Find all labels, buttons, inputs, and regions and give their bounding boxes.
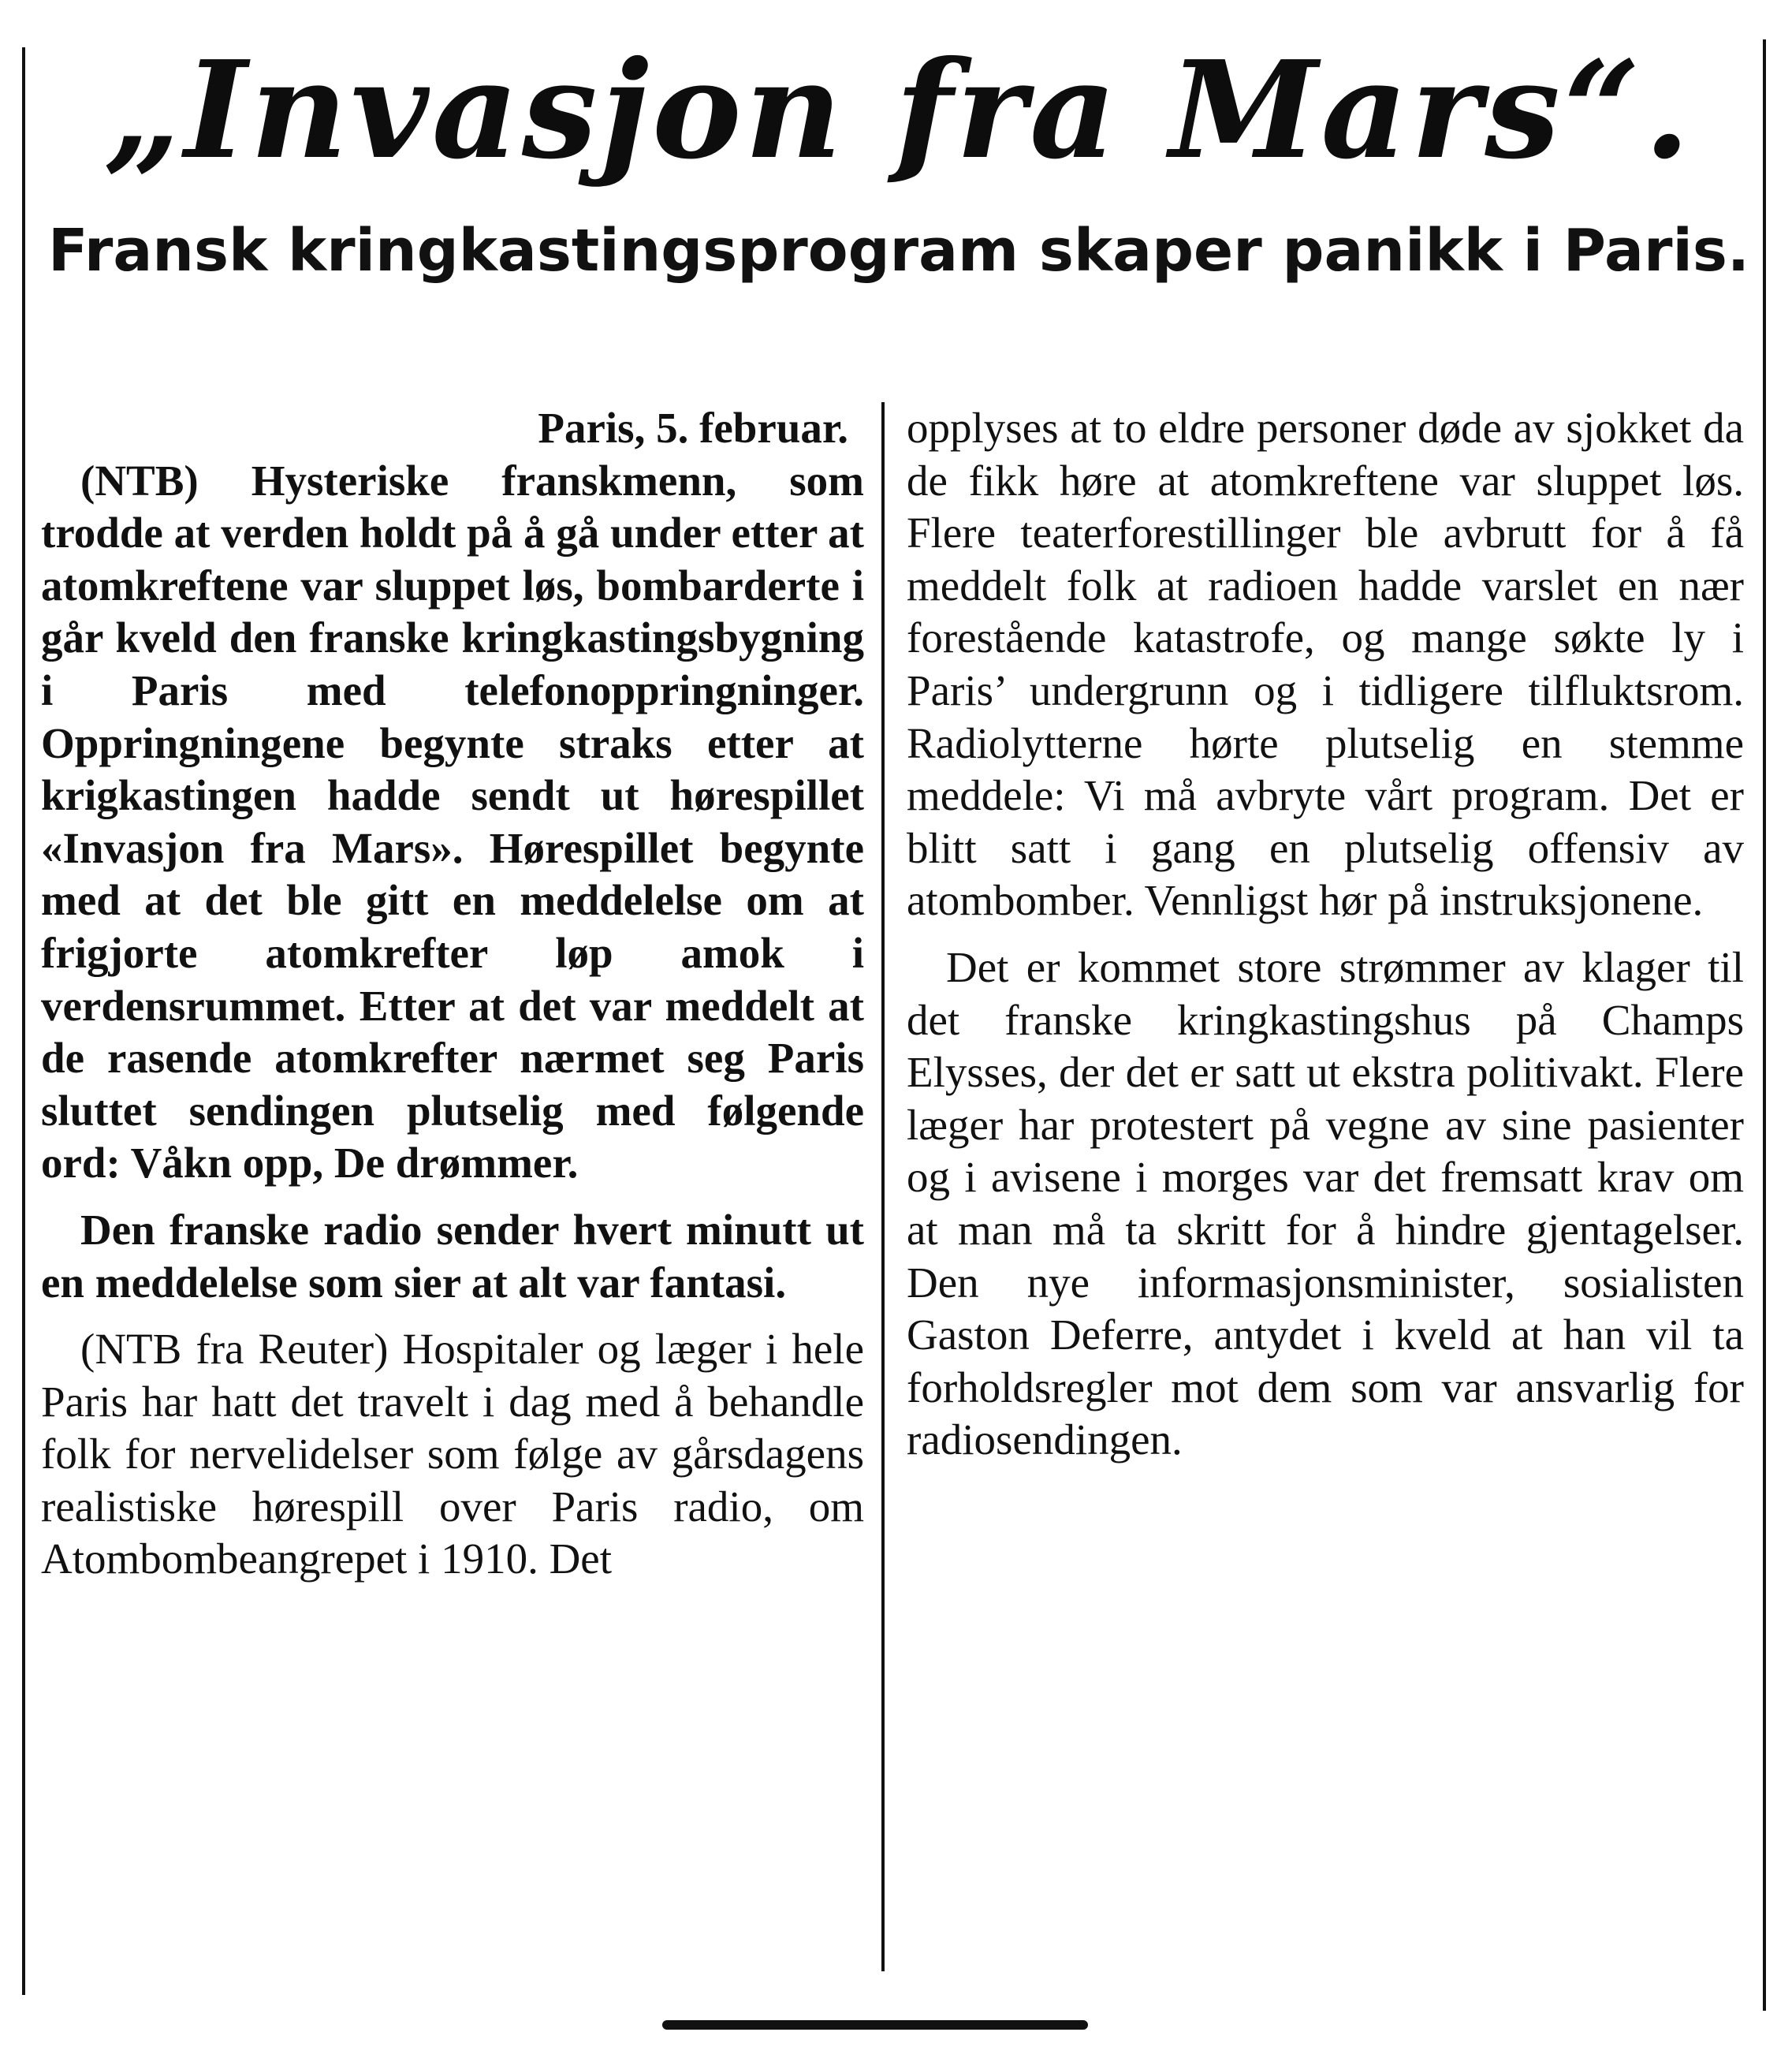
right-paragraph-1: opplyses at to eldre personer døde av sjokket da de fikk høre at atomkreftene var sluppet løs. Flere teaterforestillinger ble avbrutt for å få meddelt folk at radioen hadde varslet en nær forestående katastrofe, og mange søkte ly i Paris’ undergrunn og i tidligere tilfluktsrom. Radiolytterne hørte plutselig en stemme meddele: Vi må avbryte vårt program. Det er blitt satt i gang en plutselig offensiv av atombomber. Vennligst hør på instruksjonene. (907, 404, 1744, 925)
right-column (907, 402, 1744, 1467)
article-headline: „Invasjon fra Mars“. (104, 32, 1693, 189)
left-paragraph-1: (NTB) Hysteriske franskmenn, som trodde at verden holdt på å gå under etter at atomkreftene var sluppet løs, bombarderte i går kveld den franske kringkastingsbygning i Paris med telefonoppringninger. Oppringningene begynte straks etter at krigkastingen hadde sendt ut hørespillet «Invasjon fra Mars». Hørespillet begynte med at det ble gitt en meddelelse om at frigjorte atomkrefter løp amok i verdensrummet. Etter at det var meddelt at de rasende atomkrefter nærmet seg Paris sluttet sendingen plutselig med følgende ord: Våkn opp, De drømmer. (41, 456, 864, 1188)
bottom-rule (662, 2020, 1088, 2030)
dateline: Paris, 5. februar. (538, 404, 848, 452)
page-border-left (22, 47, 25, 1995)
column-divider (881, 402, 885, 1971)
left-paragraph-3: (NTB fra Reuter) Hospitaler og læger i hele Paris har hatt det travelt i dag med å behandle folk for nervelidelser som følge av gårsdagens realistiske hørespill over Paris radio, om Atombombeangrepet i 1910. Det (41, 1325, 864, 1583)
article-subheadline: Fransk kringkastingsprogram skaper panikk i Paris. (48, 217, 1749, 285)
right-paragraph-2: Det er kommet store strømmer av klager til det franske kringkastingshus på Champs Elysses, der det er satt ut ekstra politivakt. Flere læger har protestert på vegne av sine pasienter og i avisene i morges var det fremsatt krav om at man må ta skritt for å hindre gjentagelser. Den nye informasjonsminister, sosialisten Gaston Deferre, antydet i kveld at han vil ta forholdsregler mot dem som var ansvarlig for radiosendingen. (907, 942, 1744, 1464)
page-border-right (1763, 39, 1766, 2011)
left-paragraph-2: Den franske radio sender hvert minutt ut en meddelelse som sier at alt var fantasi. (41, 1205, 864, 1307)
left-column (41, 402, 864, 1586)
